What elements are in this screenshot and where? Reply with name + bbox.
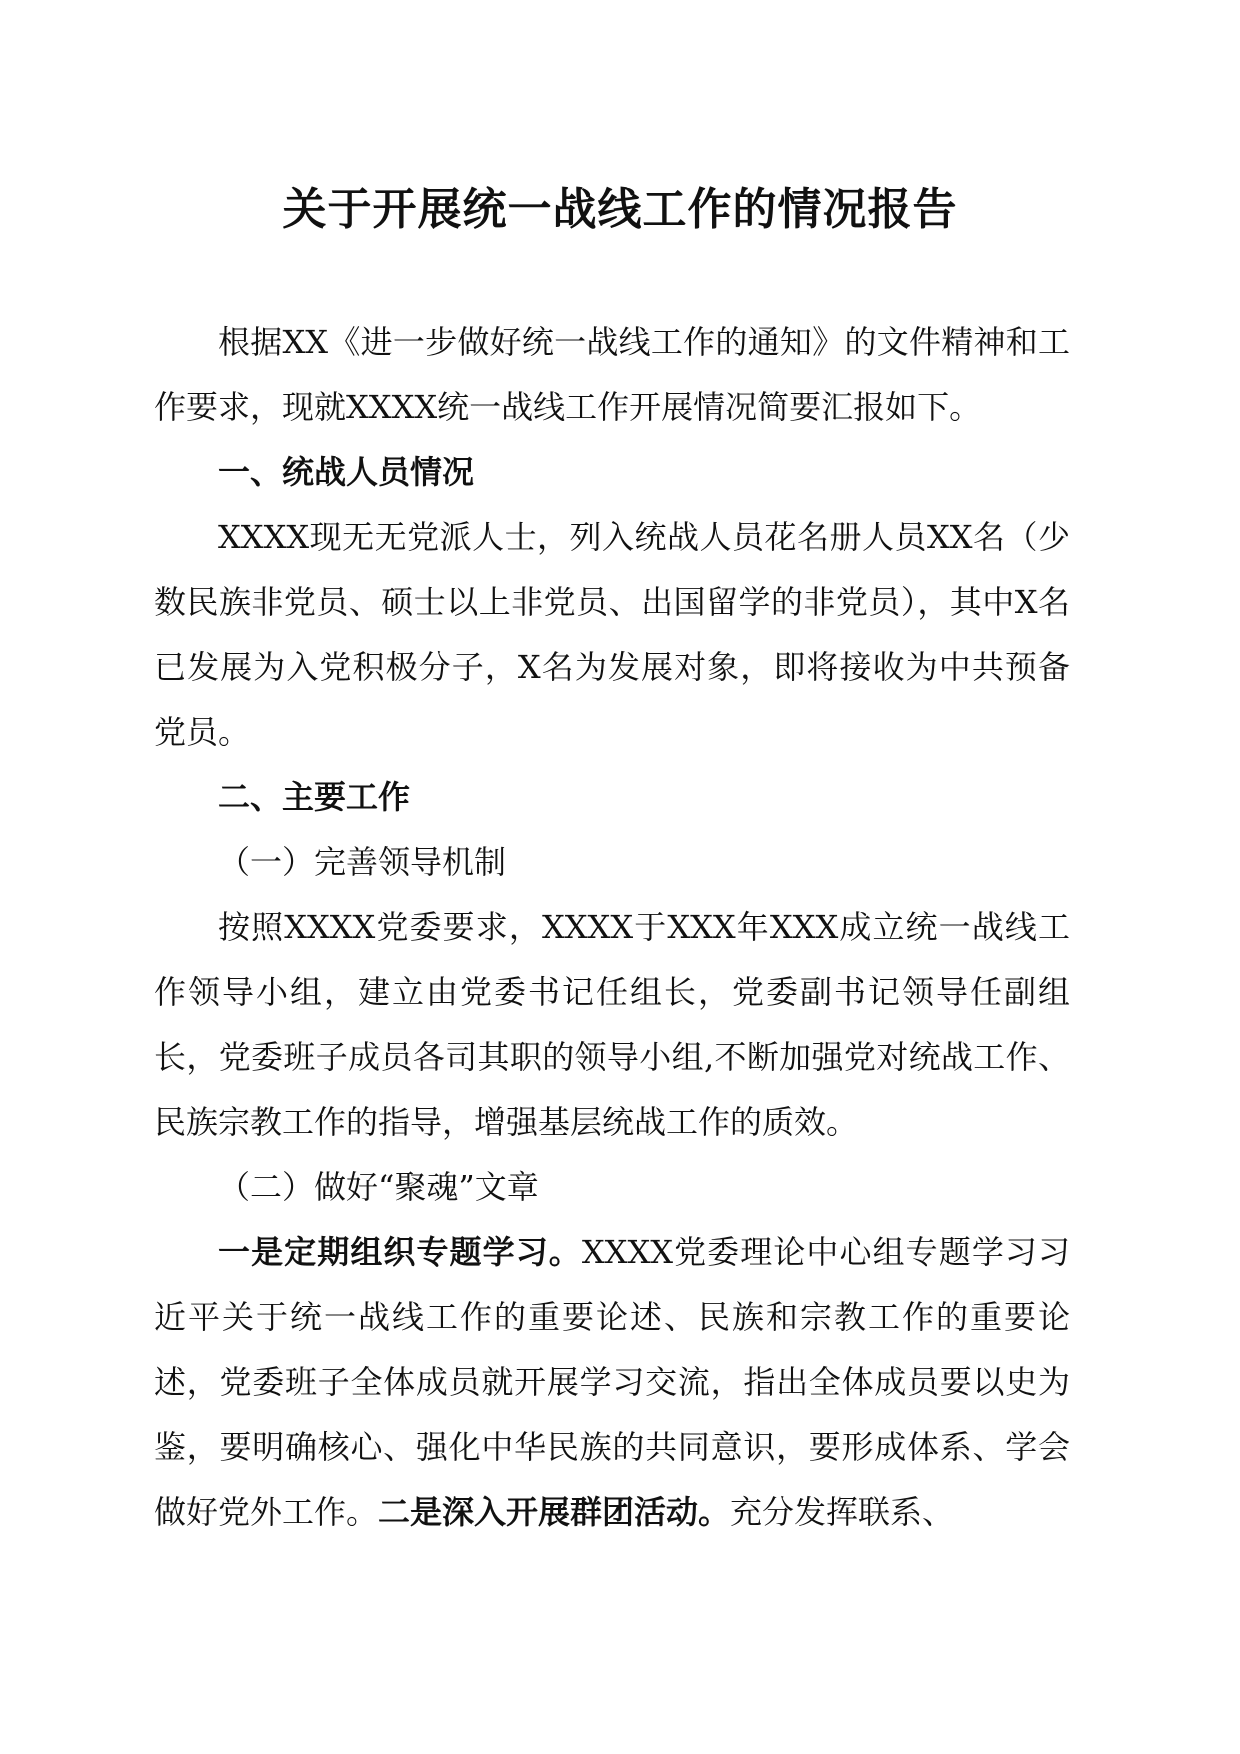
intro-paragraph: 根据XX《进一步做好统一战线工作的通知》的文件精神和工作要求，现就XXXX统一战线工作开展情况简要汇报如下。 <box>154 323 1070 426</box>
section-heading-main-work: 二、主要工作 <box>218 778 411 816</box>
group-activities-text: 充分发挥联系、 <box>730 1493 955 1531</box>
section-heading-staff: 一、统战人员情况 <box>218 453 475 491</box>
document-title: 关于开展统一战线工作的情况报告 <box>282 184 958 235</box>
study-paragraph <box>154 1220 1070 1545</box>
staff-paragraph: XXXX现无无党派人士，列入统战人员花名册人员XX名（少数民族非党员、硕士以上非党员、出国留学的非党员），其中X名已发展为入党积极分子，X名为发展对象，即将接收为中共预备党员。 <box>154 518 1070 751</box>
leadership-paragraph: 按照XXXX党委要求，XXXX于XXX年XXX成立统一战线工作领导小组，建立由党委书记任组长，党委副书记领导任副组长，党委班子成员各司其职的领导小组,不断加强党对统战工作、民族宗教工作的指导，增强基层统战工作的质效。 <box>154 908 1070 1141</box>
lead-group-activities: 二是深入开展群团活动。 <box>378 1493 731 1531</box>
subheading-soul: （二）做好“聚魂”文章 <box>218 1168 539 1206</box>
lead-study: 一是定期组织专题学习。 <box>218 1233 582 1271</box>
document-body <box>154 310 1070 1545</box>
study-text: XXXX党委理论中心组专题学习习近平关于统一战线工作的重要论述、民族和宗教工作的重要论述，党委班子全体成员就开展学习交流，指出全体成员要以史为鉴，要明确核心、强化中华民族的共同意识，要形成体系、学会做好党外工作。 <box>154 1233 1070 1531</box>
subheading-leadership: （一）完善领导机制 <box>218 843 507 881</box>
